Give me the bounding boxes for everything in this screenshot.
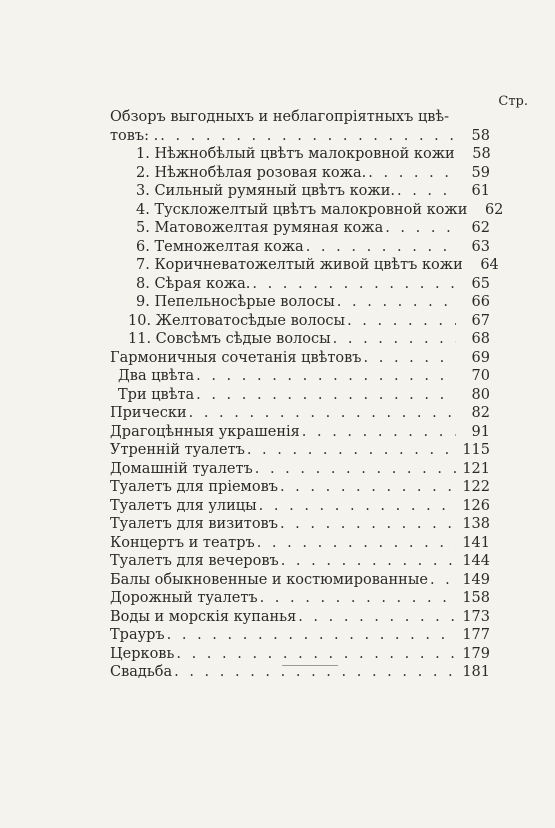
dot-leader	[298, 608, 456, 627]
toc-entry-title: Концертъ и театръ	[110, 534, 255, 551]
toc-entry	[110, 534, 490, 553]
dot-leader	[196, 367, 456, 386]
toc-entry-page: 82	[471, 405, 490, 421]
toc-entry	[110, 608, 490, 627]
table-of-contents	[110, 108, 504, 682]
toc-entry	[110, 293, 490, 312]
toc-entry-title: Три цвѣта	[110, 386, 196, 405]
dot-leader	[337, 293, 456, 312]
toc-entry-title: 5. Матовожелтая румяная кожа	[110, 219, 385, 238]
toc-entry-page: 177	[462, 627, 490, 643]
toc-entry	[110, 571, 490, 590]
toc-entry-title: 7. Коричневатожелтый живой цвѣтъ кожи	[110, 256, 465, 275]
toc-entry-page: 181	[462, 664, 490, 680]
toc-entry-title: 8. Сѣрая кожа.	[110, 275, 252, 294]
dot-leader	[260, 589, 456, 608]
dot-leader	[368, 164, 456, 183]
toc-entry	[110, 127, 490, 146]
toc-entry	[110, 441, 490, 460]
dot-leader	[280, 515, 456, 534]
toc-entry-page: 115	[462, 442, 490, 458]
toc-entry	[110, 238, 490, 257]
toc-entry	[110, 626, 490, 645]
toc-entry-title: 10. Желтоватосѣдые волосы	[110, 312, 347, 331]
toc-entry-title: Туалетъ для пріемовъ	[110, 479, 278, 495]
toc-entry-page: 80	[471, 386, 490, 403]
toc-entry-title: 3. Сильный румяный цвѣтъ кожи.	[110, 182, 397, 201]
toc-entry-page: 91	[471, 423, 490, 440]
dot-leader	[196, 386, 456, 405]
dot-leader	[257, 534, 456, 553]
toc-entry	[110, 478, 490, 497]
toc-entry-title: Балы обыкновенные и костюмированные	[110, 571, 428, 588]
dot-leader	[364, 349, 456, 368]
toc-entry-title: Прически	[110, 405, 187, 421]
toc-entry-page: 65	[471, 275, 490, 292]
toc-entry-title: Свадьба	[110, 664, 173, 680]
dot-leader	[333, 330, 456, 349]
toc-entry	[110, 219, 490, 238]
dot-leader	[397, 182, 456, 201]
dot-leader	[302, 423, 456, 442]
toc-entry-title: Туалетъ для улицы	[110, 497, 257, 514]
toc-entry	[110, 201, 504, 220]
toc-entry-title: Обзоръ выгодныхъ и неблагопріятныхъ цвѣ-	[110, 109, 450, 125]
toc-entry-page: 122	[462, 479, 490, 495]
toc-entry	[110, 182, 490, 201]
toc-entry	[110, 145, 490, 164]
dot-leader	[385, 219, 456, 238]
toc-entry-page: 64	[480, 257, 499, 273]
toc-entry-title: Воды и морскія купанья	[110, 608, 297, 625]
toc-entry-page: 69	[471, 349, 490, 366]
divider	[282, 665, 338, 666]
toc-entry-page: 62	[471, 220, 490, 236]
toc-entry-title: Гармоничныя сочетанія цвѣтовъ	[110, 349, 362, 366]
toc-entry-page: 63	[471, 238, 490, 255]
toc-entry-title: товъ: .	[110, 127, 159, 144]
toc-entry-page: 144	[462, 553, 490, 569]
toc-entry	[110, 423, 490, 442]
toc-entry	[110, 552, 490, 571]
toc-entry	[110, 497, 490, 516]
toc-entry-title: Драгоцѣнныя украшенія	[110, 423, 300, 440]
toc-entry	[110, 404, 490, 423]
toc-entry-title: Два цвѣта	[110, 367, 196, 386]
toc-entry-title: 1. Нѣжнобѣлый цвѣтъ малокровной кожи	[110, 145, 457, 164]
toc-entry	[110, 330, 490, 349]
toc-entry	[110, 386, 490, 405]
toc-entry-page: 58	[472, 146, 491, 162]
toc-entry-page: 70	[471, 368, 490, 384]
toc-entry	[110, 164, 490, 183]
dot-leader	[281, 552, 456, 571]
toc-entry-title: Дорожный туалетъ	[110, 590, 258, 606]
toc-entry-page: 126	[462, 497, 490, 514]
toc-entry-title: Туалетъ для визитовъ	[110, 516, 278, 532]
toc-entry-page: 59	[471, 164, 490, 181]
toc-entry-title: 4. Тускложелтый цвѣтъ малокровной кожи	[110, 201, 469, 220]
toc-entry-page: 61	[471, 183, 490, 199]
page-column-label: Стр.	[498, 94, 528, 109]
toc-entry	[110, 589, 490, 608]
toc-entry-page: 58	[471, 127, 490, 144]
dot-leader	[160, 127, 456, 146]
toc-entry-page: 149	[462, 571, 490, 588]
toc-entry-title: Домашній туалетъ	[110, 460, 253, 477]
toc-entry	[110, 515, 490, 534]
toc-entry-title: Церковь	[110, 645, 175, 662]
dot-leader	[252, 275, 456, 294]
dot-leader	[176, 645, 456, 664]
toc-entry-title: 11. Совсѣмъ сѣдые волосы	[110, 330, 333, 349]
dot-leader	[167, 626, 456, 645]
toc-entry-title: 6. Темножелтая кожа	[110, 238, 306, 257]
toc-entry-title: 9. Пепельносѣрые волосы	[110, 293, 337, 312]
dot-leader	[430, 571, 456, 590]
dot-leader	[280, 478, 456, 497]
toc-entry-page: 158	[462, 590, 490, 606]
dot-leader	[259, 497, 456, 516]
toc-entry-page: 68	[471, 331, 490, 347]
dot-leader	[347, 312, 456, 331]
toc-entry	[110, 312, 490, 331]
toc-entry-title: Туалетъ для вечеровъ	[110, 553, 279, 569]
toc-entry-page: 66	[471, 294, 490, 310]
toc-entry-page: 173	[462, 608, 490, 625]
toc-entry	[110, 349, 490, 368]
toc-entry-page: 179	[462, 645, 490, 662]
dot-leader	[255, 460, 456, 479]
toc-entry-title: Утренній туалетъ	[110, 442, 245, 458]
toc-entry	[110, 460, 490, 479]
toc-entry-title: Трауръ	[110, 627, 165, 643]
toc-entry-page: 62	[484, 201, 504, 218]
toc-entry	[110, 367, 490, 386]
toc-entry	[110, 275, 490, 294]
toc-entry-page: 138	[462, 516, 490, 532]
toc-entry-title: 2. Нѣжнобѣлая розовая кожа.	[110, 164, 368, 183]
toc-entry-page: 121	[462, 460, 490, 477]
dot-leader	[306, 238, 456, 257]
toc-entry	[110, 256, 499, 275]
dot-leader	[189, 404, 456, 423]
dot-leader	[247, 441, 456, 460]
toc-entry-page: 67	[471, 312, 490, 329]
toc-entry-page: 141	[462, 534, 490, 551]
toc-entry	[110, 108, 490, 127]
toc-entry	[110, 645, 490, 664]
